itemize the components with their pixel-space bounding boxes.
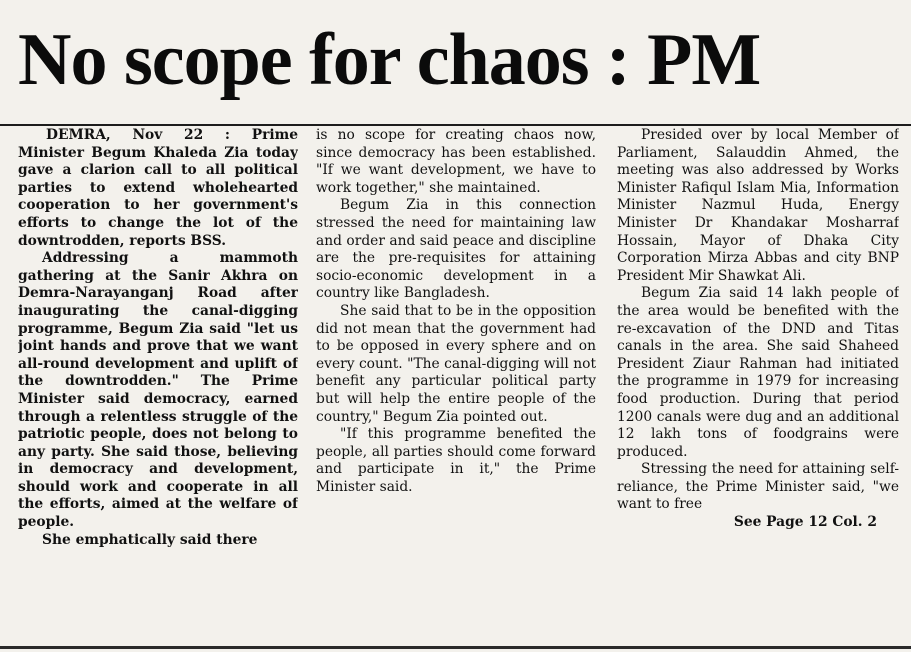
body-paragraph: Addressing a mammoth gathering at the Sanir Akhra on Demra-Narayanganj Road after inaugurating the canal-digging programme, Begum Zia said "let us joint hands and prove that we want all-round development and uplift of the downtrodden." The Prime Minister said democracy, earned through a relentless struggle of the patriotic people, does not belong to any party. She said those, believing in democracy and development, should work and cooperate in all the efforts, aimed at the welfare of people.	[18, 250, 298, 531]
body-paragraph: is no scope for creating chaos now, since democracy has been established. "If we want development, we have to work together," she maintained.	[316, 127, 596, 196]
body-paragraph: She emphatically said there	[42, 531, 258, 548]
article-column-3	[617, 127, 899, 643]
headline-rule	[0, 124, 911, 126]
article-column-2	[316, 127, 596, 643]
body-paragraph: Begum Zia said 14 lakh people of the area would be benefited with the re-excavation of the DND and Titas canals in the area. She said Shaheed President Ziaur Rahman had initiated the programme in 1979 for increasing food production. During that period 1200 canals were dug and an additional 12 lakh tons of foodgrains were produced.	[617, 285, 899, 460]
headline: No scope for chaos : PM	[18, 19, 761, 101]
body-paragraph: Begum Zia in this connection stressed the need for maintaining law and order and said peace and discipline are the pre-requisites for attaining socio-economic development in a country like Bangladesh.	[316, 197, 596, 302]
dateline-paragraph: DEMRA, Nov 22 : Prime Minister Begum Khaleda Zia today gave a clarion call to all political parties to extend wholehearted cooperation to her government's efforts to change the lot of the downtrodden, reports BSS.	[18, 127, 298, 249]
article-column-1	[18, 127, 298, 643]
body-paragraph: Presided over by local Member of Parliament, Salauddin Ahmed, the meeting was also addressed by Works Minister Rafiqul Islam Mia, Information Minister Nazmul Huda, Energy Minister Dr Khandakar Mosharraf Hossain, Mayor of Dhaka City Corporation Mirza Abbas and city BNP President Mir Shawkat Ali.	[617, 127, 899, 284]
body-paragraph: "If this programme benefited the people, all parties should come forward and participate in it," the Prime Minister said.	[316, 426, 596, 495]
body-paragraph: Stressing the need for attaining self-reliance, the Prime Minister said, "we want to free	[617, 461, 899, 513]
continuation-note: See Page 12 Col. 2	[733, 514, 877, 531]
body-paragraph: She said that to be in the opposition did not mean that the government had to be opposed in every sphere and on every count. "The canal-digging will not benefit any particular political party but will help the entire people of the country," Begum Zia pointed out.	[316, 302, 596, 425]
bottom-rule	[0, 646, 911, 649]
